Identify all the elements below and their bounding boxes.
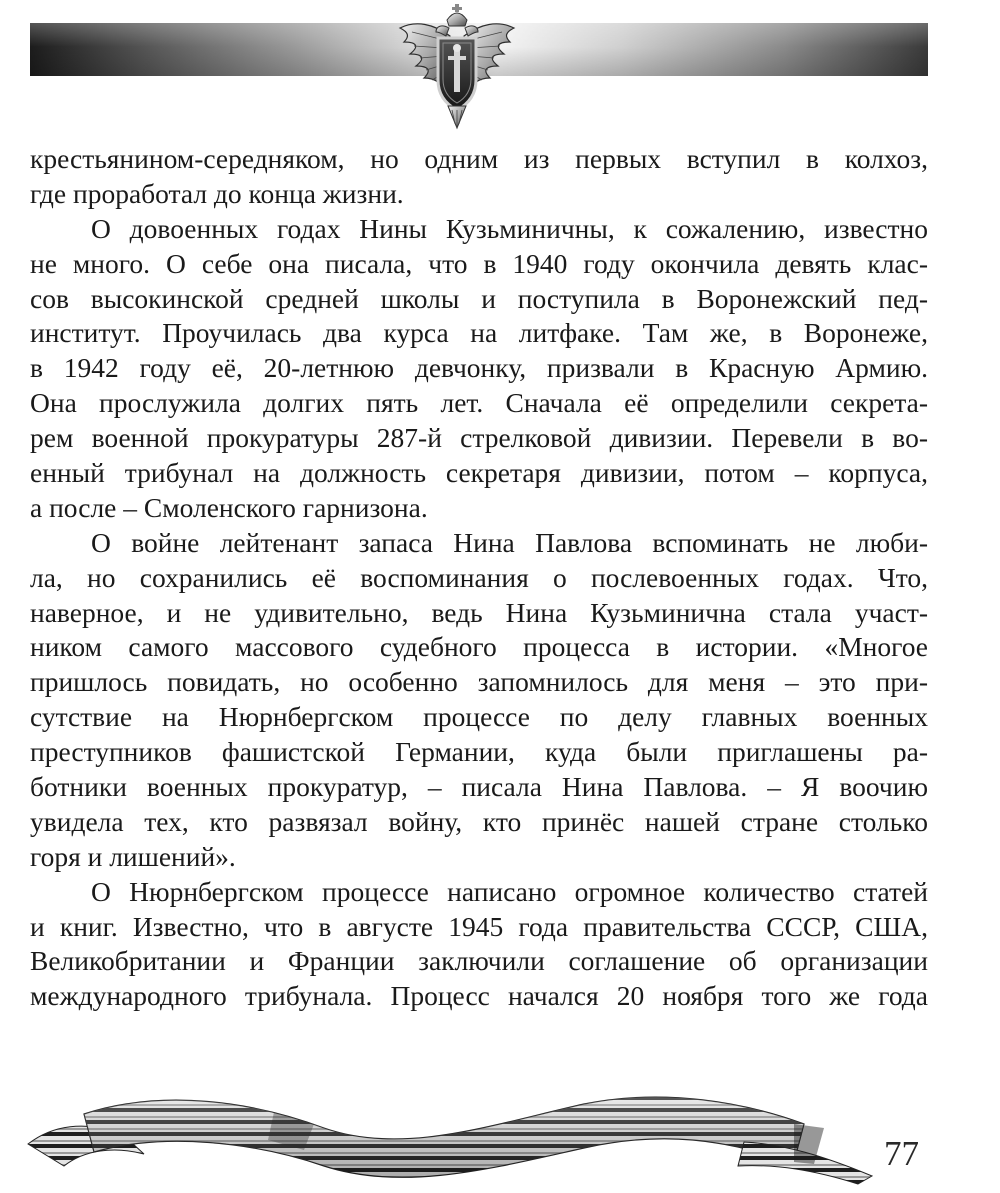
text-line: увидела тех, кто развязал войну, кто принёс нашей стране столько: [30, 805, 928, 837]
text-line: ботники военных прокуратур, – писала Нина Павлова. – Я воочию: [30, 771, 928, 803]
text-line: а после – Смоленского гарнизона.: [30, 491, 428, 523]
text-line: не много. О себе она писала, что в 1940 году окончила девять клас-: [30, 247, 928, 279]
text-line: енный трибунал на должность секретаря дивизии, потом – корпуса,: [30, 457, 928, 489]
text-line: где проработал до конца жизни.: [30, 177, 404, 209]
text-line: Великобритании и Франции заключили соглашение об организации: [30, 945, 928, 977]
text-line: пришлось повидать, но особенно запомнилось для меня – это при-: [30, 666, 928, 698]
double-headed-eagle-prosecutor-emblem-icon: [394, 2, 520, 130]
text-line: ла, но сохранились её воспоминания о послевоенных годах. Что,: [30, 561, 928, 593]
body-text: [30, 142, 928, 1014]
st-george-ribbon-icon: [24, 1084, 888, 1188]
text-line: международного трибунала. Процесс начался 20 ноября того же года: [30, 980, 928, 1012]
text-line: сутствие на Нюрнбергском процессе по делу главных военных: [30, 701, 928, 733]
text-line: институт. Проучилась два курса на литфаке. Там же, в Воронеже,: [30, 317, 928, 349]
text-line: сов высокинской средней школы и поступила в Воронежский пед-: [30, 282, 928, 314]
text-line: наверное, и не удивительно, ведь Нина Кузьминична стала участ-: [30, 596, 928, 628]
text-line: и книг. Известно, что в августе 1945 года правительства СССР, США,: [30, 910, 928, 942]
text-line: крестьянином-середняком, но одним из первых вступил в колхоз,: [30, 143, 928, 174]
page-number: 77: [884, 1134, 919, 1173]
text-line: преступников фашистской Германии, куда были приглашены ра-: [30, 736, 928, 768]
text-line: О Нюрнбергском процессе написано огромное количество статей: [91, 875, 928, 907]
text-line: рем военной прокуратуры 287-й стрелковой дивизии. Перевели в во-: [30, 422, 928, 454]
text-line: О довоенных годах Нины Кузьминичны, к сожалению, известно: [91, 212, 928, 244]
text-line: ником самого массового судебного процесса в истории. «Многое: [30, 631, 928, 663]
text-line: горя и лишений».: [30, 840, 236, 872]
text-line: Она прослужила долгих пять лет. Сначала её определили секрета-: [30, 387, 928, 419]
text-line: О войне лейтенант запаса Нина Павлова вспоминать не люби-: [91, 526, 928, 558]
text-line: в 1942 году её, 20-летнюю девчонку, призвали в Красную Армию.: [30, 352, 928, 384]
